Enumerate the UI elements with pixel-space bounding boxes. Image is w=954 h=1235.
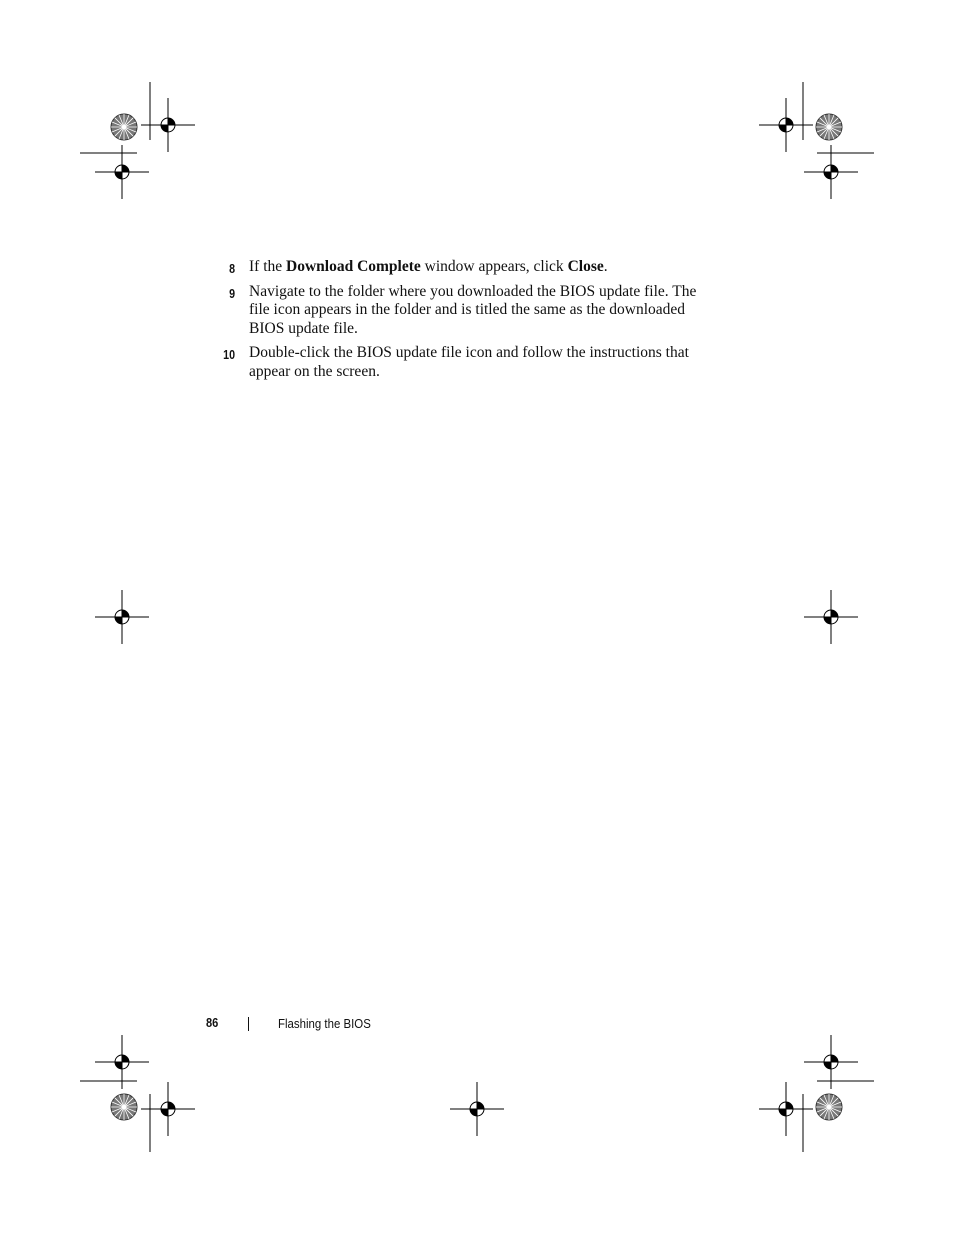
download-complete-label: Download Complete [286,258,421,275]
footer-separator [248,1017,249,1031]
step-8 [214,258,714,277]
step-text: If the Download Complete window appears, click Close. [249,258,608,275]
step-number: 9 [229,285,235,301]
footer-section-title: Flashing the BIOS [278,1016,371,1031]
close-label: Close [567,258,604,275]
step-text: Navigate to the folder where you downloaded the BIOS update file. The file icon appears in the folder and is titled the same as the downloaded BIOS update file. [249,282,697,337]
step-number: 10 [223,347,235,363]
page-number: 86 [206,1015,219,1030]
step-9 [214,283,714,339]
step-text: Double-click the BIOS update file icon and follow the instructions that appear on the screen. [249,344,689,380]
procedure-steps [214,258,714,388]
step-number: 8 [229,261,235,276]
step-10 [214,344,714,381]
